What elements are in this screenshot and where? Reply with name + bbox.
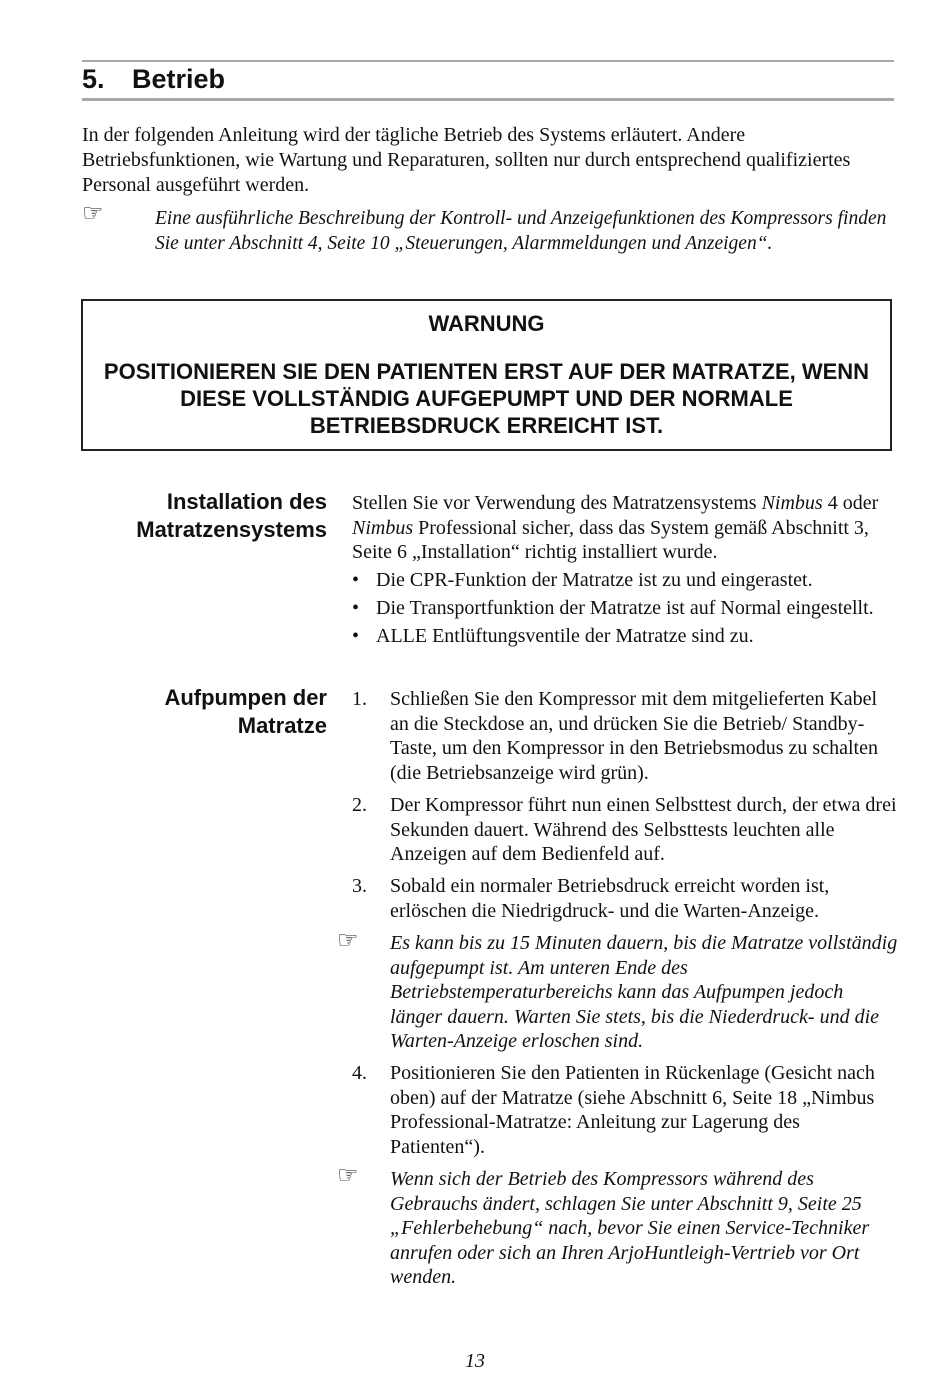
installation-text-c: 4 oder [822, 492, 879, 514]
section-title-text: Betrieb [132, 64, 226, 94]
installation-checklist [352, 568, 897, 652]
step-text: Schließen Sie den Kompressor mit dem mitgelieferten Kabel an die Steckdose an, und drücken Sie die Betrieb/ Standby-Taste, um den Kompressor in den Betriebsmodus zu schalten (die Betriebsanzeige wird grün). [390, 688, 878, 784]
inflation-step-1 [352, 687, 897, 785]
inflation-note-1: Es kann bis zu 15 Minuten dauern, bis die Matratze vollständig aufgepumpt ist. Am unteren Ende des Betriebstemperaturbereichs kann das Aufpumpen jedoch länger dauern. Warten Sie stets, bis die Niederdruck- und die Warten-Anzeige erloschen sind. [390, 932, 898, 1052]
pointing-hand-icon: ☞ [82, 201, 104, 227]
installation-product-name-1: Nimbus [761, 492, 823, 514]
inflation-heading-line2: Matratze [237, 713, 327, 738]
section-number: 5. [82, 64, 105, 94]
bullet-text: ALLE Entlüftungsventile der Matratze sind zu. [376, 625, 754, 647]
bullet-text: Die CPR-Funktion der Matratze ist zu und eingerastet. [376, 569, 813, 591]
bullet-marker: • [352, 625, 360, 647]
section-title [82, 62, 225, 96]
intro-paragraph: In der folgenden Anleitung wird der tägliche Betrieb des Systems erläutert. Andere Betriebsfunktionen, wie Wartung und Reparaturen, sollten nur durch entsprechend qualifiziertes Personal ausgeführt werden. [82, 124, 851, 196]
bullet-marker: • [352, 597, 360, 619]
installation-heading [87, 488, 327, 544]
list-item [352, 624, 897, 649]
bullet-text: Die Transportfunktion der Matratze ist auf Normal eingestellt. [376, 597, 874, 619]
inflation-heading-line1: Aufpumpen der [164, 685, 327, 710]
pointing-hand-icon: ☞ [337, 1163, 359, 1189]
step-number: 3. [352, 875, 367, 897]
installation-heading-line1: Installation des [166, 489, 327, 514]
installation-text-e: Professional sicher, dass das System gemäß Abschnitt 3, Seite 6 „Installation“ richtig installiert wurde. [352, 516, 869, 563]
step-text: Der Kompressor führt nun einen Selbsttest durch, der etwa drei Sekunden dauert. Während des Selbsttests leuchten alle Anzeigen auf dem Bedienfeld auf. [390, 794, 897, 865]
header-rule-bottom [82, 98, 894, 101]
inflation-step-3 [352, 874, 897, 923]
inflation-step-2 [352, 793, 897, 867]
step-number: 2. [352, 794, 367, 816]
step-number: 1. [352, 688, 367, 710]
installation-product-name-2: Nimbus [352, 516, 414, 539]
inflation-heading [87, 684, 327, 740]
list-item [352, 596, 897, 621]
warning-text: POSITIONIEREN SIE DEN PATIENTEN ERST AUF DER MATRATZE, WENN DIESE VOLLSTÄNDIG AUFGEPUMPT UND DER NORMALE BETRIEBSDRUCK ERREICHT IST. [103, 359, 870, 438]
installation-text [352, 491, 897, 565]
warning-box [81, 299, 892, 451]
list-item [352, 568, 897, 593]
bullet-marker: • [352, 569, 360, 591]
pointing-hand-icon: ☞ [337, 928, 359, 954]
step-text: Sobald ein normaler Betriebsdruck erreicht worden ist, erlöschen die Niedrigdruck- und die Warten-Anzeige. [390, 875, 830, 922]
installation-text-a: Stellen Sie vor Verwendung des Matratzensystems [352, 492, 762, 514]
installation-heading-line2: Matratzensystems [136, 517, 327, 542]
warning-title: WARNUNG [428, 311, 545, 336]
step-number: 4. [352, 1062, 367, 1084]
inflation-step-4 [352, 1061, 897, 1159]
step-text: Positionieren Sie den Patienten in Rückenlage (Gesicht nach oben) auf der Matratze (siehe Abschnitt 6, Seite 18 „Nimbus Professional-Matratze: Anleitung zur Lagerung des Patienten“). [390, 1062, 875, 1158]
inflation-note-2: Wenn sich der Betrieb des Kompressors während des Gebrauchs ändert, schlagen Sie unter Abschnitt 9, Seite 25 „Fehlerbehebung“ nach, bevor Sie einen Service-Techniker anrufen oder sich an Ihren ArjoHuntleigh-Vertrieb vor Ort wenden. [390, 1168, 870, 1288]
intro-note: Eine ausführliche Beschreibung der Kontroll- und Anzeigefunktionen des Kompressors finden Sie unter Abschnitt 4, Seite 10 „Steuerungen, Alarmmeldungen und Anzeigen“. [155, 208, 887, 254]
page-number: 13 [465, 1350, 485, 1372]
